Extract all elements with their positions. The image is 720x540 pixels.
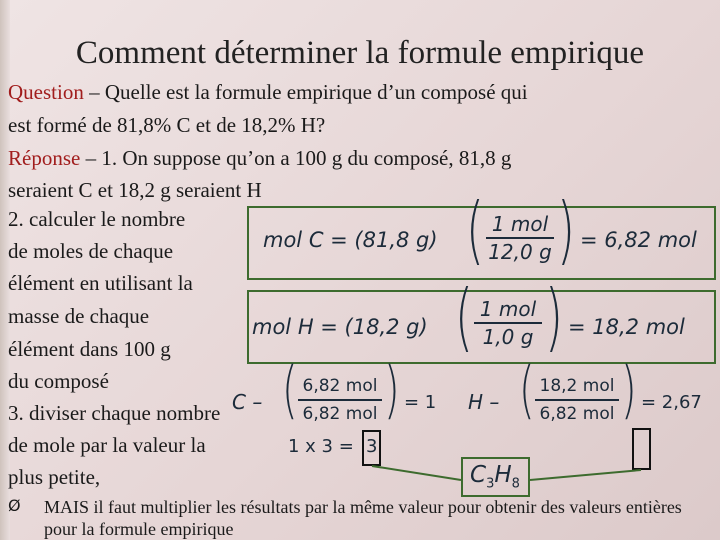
question-line-2: est formé de 81,8% C et de 18,2% H? [8,113,326,137]
formula-hydrogen-subscript: 8 [511,476,520,492]
step-line: 2. calculer le nombre [8,207,186,231]
multiply-result: 3 [366,436,378,457]
hydrogen-result-box [632,428,651,470]
arrow-bullet-icon: Ø [8,496,21,515]
question-text-1: – Quelle est la formule empirique d’un composé qui [89,80,528,104]
answer-line-2: seraient C et 18,2 g seraient H [8,178,262,202]
right-paren: ) [557,186,575,274]
step-line: élément en utilisant la [8,271,193,295]
right-paren: ) [621,355,637,427]
fraction-numerator: 18,2 mol [539,376,615,396]
carbon-moles-result: = 6,82 mol [580,228,697,252]
connector-line-right [530,470,641,480]
connector-line-left [372,466,461,480]
step-line: du composé [8,369,109,393]
fraction-numerator: 6,82 mol [302,376,378,396]
hydrogen-moles-fraction [474,297,542,349]
empirical-formula [470,462,520,492]
step-line: de mole par la valeur la [8,433,206,457]
step-line: masse de chaque [8,304,150,328]
hydrogen-moles-lhs: mol H = (18,2 g) [252,315,428,339]
hydrogen-moles-result: = 18,2 mol [568,315,685,339]
fraction-bar [486,237,554,239]
fraction-denominator: 6,82 mol [302,404,378,424]
formula-hydrogen: H [494,462,512,488]
fraction-numerator: 1 mol [479,297,537,321]
step-line: de moles de chaque [8,239,174,263]
hydrogen-ratio-label: H – [468,390,500,414]
fraction-denominator: 1,0 g [482,325,534,349]
carbon-ratio-label: C – [232,390,263,414]
fraction-bar [535,399,619,401]
answer-line-1 [8,146,511,170]
hydrogen-ratio-fraction [535,374,619,426]
carbon-ratio-fraction [298,374,382,426]
left-paren: ( [466,186,484,274]
fraction-denominator: 12,0 g [488,240,552,264]
fraction-bar [298,399,382,401]
fraction-denominator: 6,82 mol [539,404,615,424]
question-line-1 [8,80,528,104]
carbon-ratio-result: = 1 [404,392,437,413]
slide-title: Comment déterminer la formule empirique [75,35,645,71]
carbon-moles-fraction [486,212,554,264]
answer-label: Réponse [8,146,81,170]
step-line: 3. diviser chaque nombre [8,401,221,425]
question-label: Question [8,80,84,104]
hydrogen-ratio-result: = 2,67 [641,392,702,413]
formula-carbon-subscript: 3 [486,476,495,492]
left-paren: ( [282,355,298,427]
formula-carbon: C [470,462,487,488]
multiply-expression: 1 x 3 = [288,436,354,457]
left-paren: ( [455,273,473,361]
left-paren: ( [519,355,535,427]
right-paren: ) [384,355,400,427]
step-line: élément dans 100 g [8,337,171,361]
footer-note: MAIS il faut multiplier les résultats par la même valeur pour obtenir des valeurs entières pour la formule empirique [44,497,682,539]
step-line: plus petite, [8,465,101,489]
answer-text-1: – 1. On suppose qu’on a 100 g du composé, 81,8 g [85,146,512,170]
right-paren: ) [545,273,563,361]
fraction-numerator: 1 mol [491,212,549,236]
carbon-moles-lhs: mol C = (81,8 g) [263,228,438,252]
fraction-bar [474,322,542,324]
